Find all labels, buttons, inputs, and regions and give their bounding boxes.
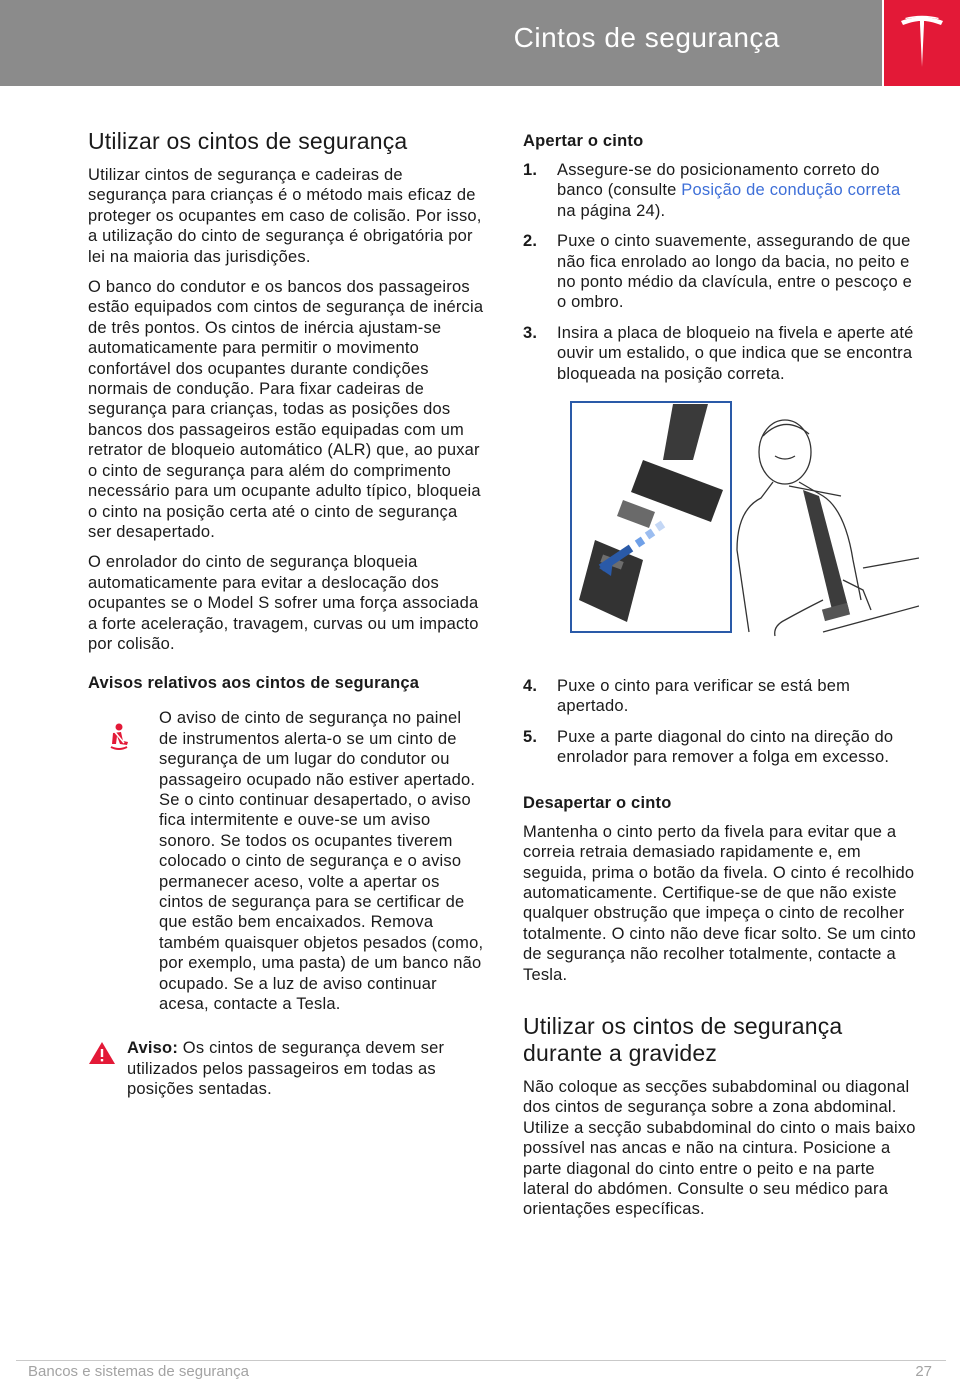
- step-number: 2.: [523, 232, 538, 251]
- pregnancy-paragraph: Não coloque as secções subabdominal ou diagonal dos cintos de segurança sobre a zona abdominal. Utilize a secção subabdominal do cinto o mais baixo possível nas ancas e não na cintura. Posicione a parte diagonal do cinto entre o peito e na parte lateral do abdómen. Consulte o seu médico para orientações específicas.: [523, 1077, 916, 1219]
- step-text: Puxe o cinto para verificar se está bem apertado.: [557, 677, 851, 716]
- footer-section: Bancos e sistemas de segurança: [28, 1363, 249, 1380]
- step-number: 1.: [523, 161, 538, 179]
- fasten-steps-list-continued: [523, 676, 917, 768]
- buckle-illustration: [523, 400, 919, 662]
- page-header: [0, 0, 882, 86]
- page-number: 27: [915, 1363, 932, 1380]
- seatbelt-warning-icon: [108, 722, 130, 757]
- right-column: [523, 128, 917, 1230]
- step-text: Puxe o cinto suavemente, assegurando de que não fica enrolado ao longo da bacia, no peito e no ponto médio da clavícula, entre o pescoço e o ombro.: [557, 232, 913, 312]
- driving-position-link[interactable]: Posição de condução correta: [681, 181, 901, 200]
- brand-logo-box: [884, 0, 960, 86]
- header-title: Cintos de segurança: [513, 22, 780, 53]
- step-text: na página 24).: [557, 201, 666, 220]
- step-number: 5.: [523, 727, 538, 746]
- list-item: [523, 323, 917, 384]
- list-item: [523, 231, 917, 313]
- list-item: [523, 727, 917, 768]
- section-heading-using-belts: Utilizar os cintos de segurança: [88, 128, 408, 154]
- step-text: Assegure-se do posicionamento correto do banco (consulte: [557, 161, 880, 200]
- reminder-text: O aviso de cinto de segurança no painel de instrumentos alerta-o se um cinto de segurança de um lugar do condutor ou passageiro ocupado não estiver apertado. Se o cinto continuar desapertado, o aviso fica intermitente e ouve-se um aviso sonoro. Se todos os ocupantes tiverem colocado o cinto de segurança e o aviso permanecer aceso, volte a apertar os cintos de segurança para se certificar de que estão bem encaixados. Remova também quaisquer objetos pesados (como, por exemplo, uma pasta) de um banco não ocupado. Se a luz de aviso continuar acesa, contacte a Tesla.: [159, 709, 484, 1014]
- fasten-steps-list: [523, 160, 917, 384]
- tesla-logo-icon: [899, 15, 945, 69]
- warning-callout: [88, 1038, 484, 1099]
- footer-divider: [16, 1360, 946, 1361]
- retractor-paragraph: O enrolador do cinto de segurança bloqueia automaticamente para evitar a deslocação dos ocupantes se o Model S sofrer uma força associada a forte aceleração, travagem, curvas ou um impacto por colisão.: [88, 553, 479, 653]
- fasten-heading: Apertar o cinto: [523, 132, 644, 150]
- step-text: Puxe a parte diagonal do cinto na direção do enrolador para remover a folga em excesso.: [557, 727, 894, 767]
- left-column: [88, 128, 484, 1100]
- warning-text: Os cintos de segurança devem ser utilizados pelos passageiros em todas as posições sentadas.: [127, 1039, 445, 1099]
- step-text: Insira a placa de bloqueio na fivela e aperte até ouvir um estalido, o que indica que se encontra bloqueada na posição correta.: [557, 323, 914, 383]
- inertia-paragraph: O banco do condutor e os bancos dos passageiros estão equipados com cintos de segurança de inércia de três pontos. Os cintos de inércia ajustam-se automaticamente para permitir o movimento confortável dos ocupantes durante condições normais de condução. Para fixar cadeiras de segurança para crianças, todas as posições dos bancos dos passageiros estão equipadas com um retrator de bloqueio automático (ALR) que, ao puxar o cinto de segurança para além do comprimento necessário para um ocupante adulto típico, bloqueia o cinto na posição certa até o cinto de segurança ser desapertado.: [88, 278, 484, 541]
- warning-label: Aviso:: [127, 1039, 179, 1058]
- seatbelt-reminder-notice: [88, 708, 484, 1014]
- intro-paragraph: Utilizar cintos de segurança e cadeiras de segurança para crianças é o método mais eficaz de proteger os ocupantes em caso de colisão. Por isso, a utilização do cinto de segurança é obrigatória por lei na maioria das jurisdições.: [88, 166, 482, 266]
- list-item: [523, 160, 917, 221]
- release-heading: Desapertar o cinto: [523, 793, 672, 812]
- warning-triangle-icon: [88, 1041, 116, 1070]
- reminders-heading: Avisos relativos aos cintos de segurança: [88, 674, 420, 693]
- pregnancy-heading: Utilizar os cintos de segurança durante a gravidez: [523, 1012, 843, 1066]
- step-number: 3.: [523, 323, 538, 342]
- list-item: [523, 676, 917, 717]
- step-number: 4.: [523, 677, 538, 696]
- release-paragraph: Mantenha o cinto perto da fivela para evitar que a correia retraia demasiado rapidamente e, em seguida, prima o botão da fivela. O cinto é recolhido automaticamente. Certifique-se de que não existe qualquer obstrução que impeça o cinto de recolher totalmente. O cinto não deve ficar solto. Se um cinto de segurança não recolher totalmente, contacte a Tesla.: [523, 822, 917, 984]
